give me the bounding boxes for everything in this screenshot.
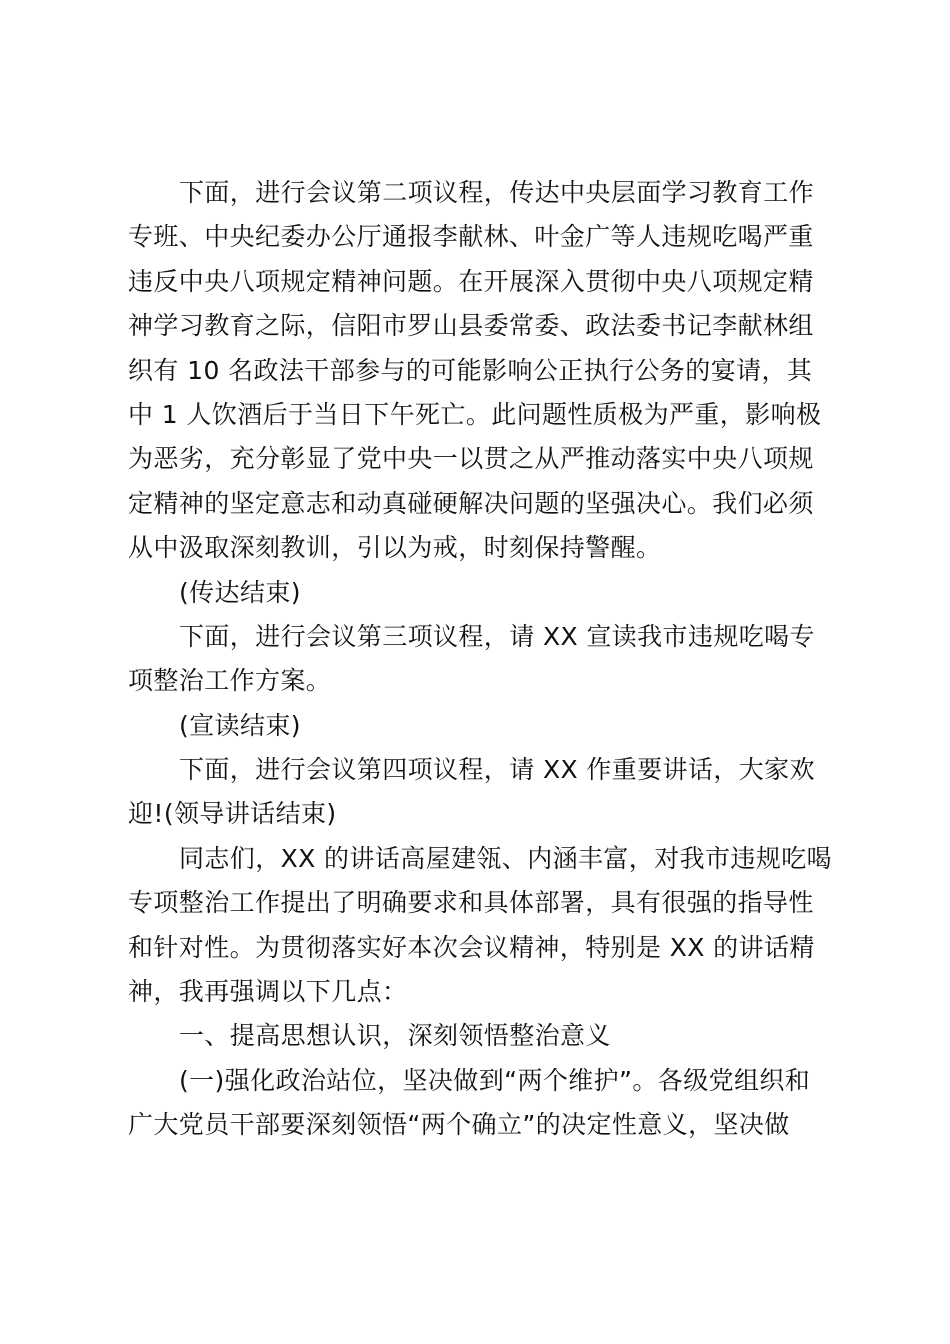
paragraph-line: 从中汲取深刻教训，引以为戒，时刻保持警醒。 [128, 533, 662, 563]
paragraph-line: 同志们，XX 的讲话高屋建瓴、内涵丰富，对我市违规吃喝 [179, 843, 833, 873]
paragraph-line: 专项整治工作提出了明确要求和具体部署，具有很强的指导性 [128, 888, 814, 918]
paragraph-line: 神，我再强调以下几点： [128, 977, 408, 1007]
paragraph-line: 定精神的坚定意志和动真碰硬解决问题的坚强决心。我们必须 [128, 488, 814, 518]
paragraph-line: 下面，进行会议第二项议程，传达中央层面学习教育工作 [179, 178, 815, 207]
paragraph-line: 和针对性。为贯彻落实好本次会议精神，特别是 XX 的讲话精 [128, 932, 815, 962]
paragraph-line: 下面，进行会议第三项议程，请 XX 宣读我市违规吃喝专 [179, 621, 815, 651]
paragraph-line: 项整治工作方案。 [128, 666, 332, 696]
paragraph-line: 织有 10 名政法干部参与的可能影响公正执行公务的宴请，其 [128, 355, 813, 385]
paragraph-line: 专班、中央纪委办公厅通报李献林、叶金广等人违规吃喝严重 [128, 222, 814, 252]
paragraph-line: 下面，进行会议第四项议程，请 XX 作重要讲话，大家欢 [179, 755, 815, 785]
paragraph-line: 违反中央八项规定精神问题。在开展深入贯彻中央八项规定精 [128, 266, 814, 296]
section-heading: 一、提高思想认识，深刻领悟整治意义 [179, 1021, 611, 1051]
paragraph-line: 神学习教育之际，信阳市罗山县委常委、政法委书记李献林组 [128, 311, 814, 341]
paragraph-line: 迎!(领导讲话结束) [128, 799, 337, 829]
paragraph-line: 为恶劣，充分彰显了党中央一以贯之从严推动落实中央八项规 [128, 444, 814, 474]
document-body [128, 171, 833, 1148]
paragraph-line: 广大党员干部要深刻领悟“两个确立”的决定性意义，坚决做 [128, 1110, 790, 1140]
paragraph-line: 中 1 人饮酒后于当日下午死亡。此问题性质极为严重，影响极 [128, 399, 822, 429]
stage-note: (传达结束) [179, 577, 301, 607]
stage-note: (宣读结束) [179, 710, 301, 740]
subsection-heading: (一)强化政治站位，坚决做到“两个维护”。各级党组织和 [179, 1065, 811, 1095]
